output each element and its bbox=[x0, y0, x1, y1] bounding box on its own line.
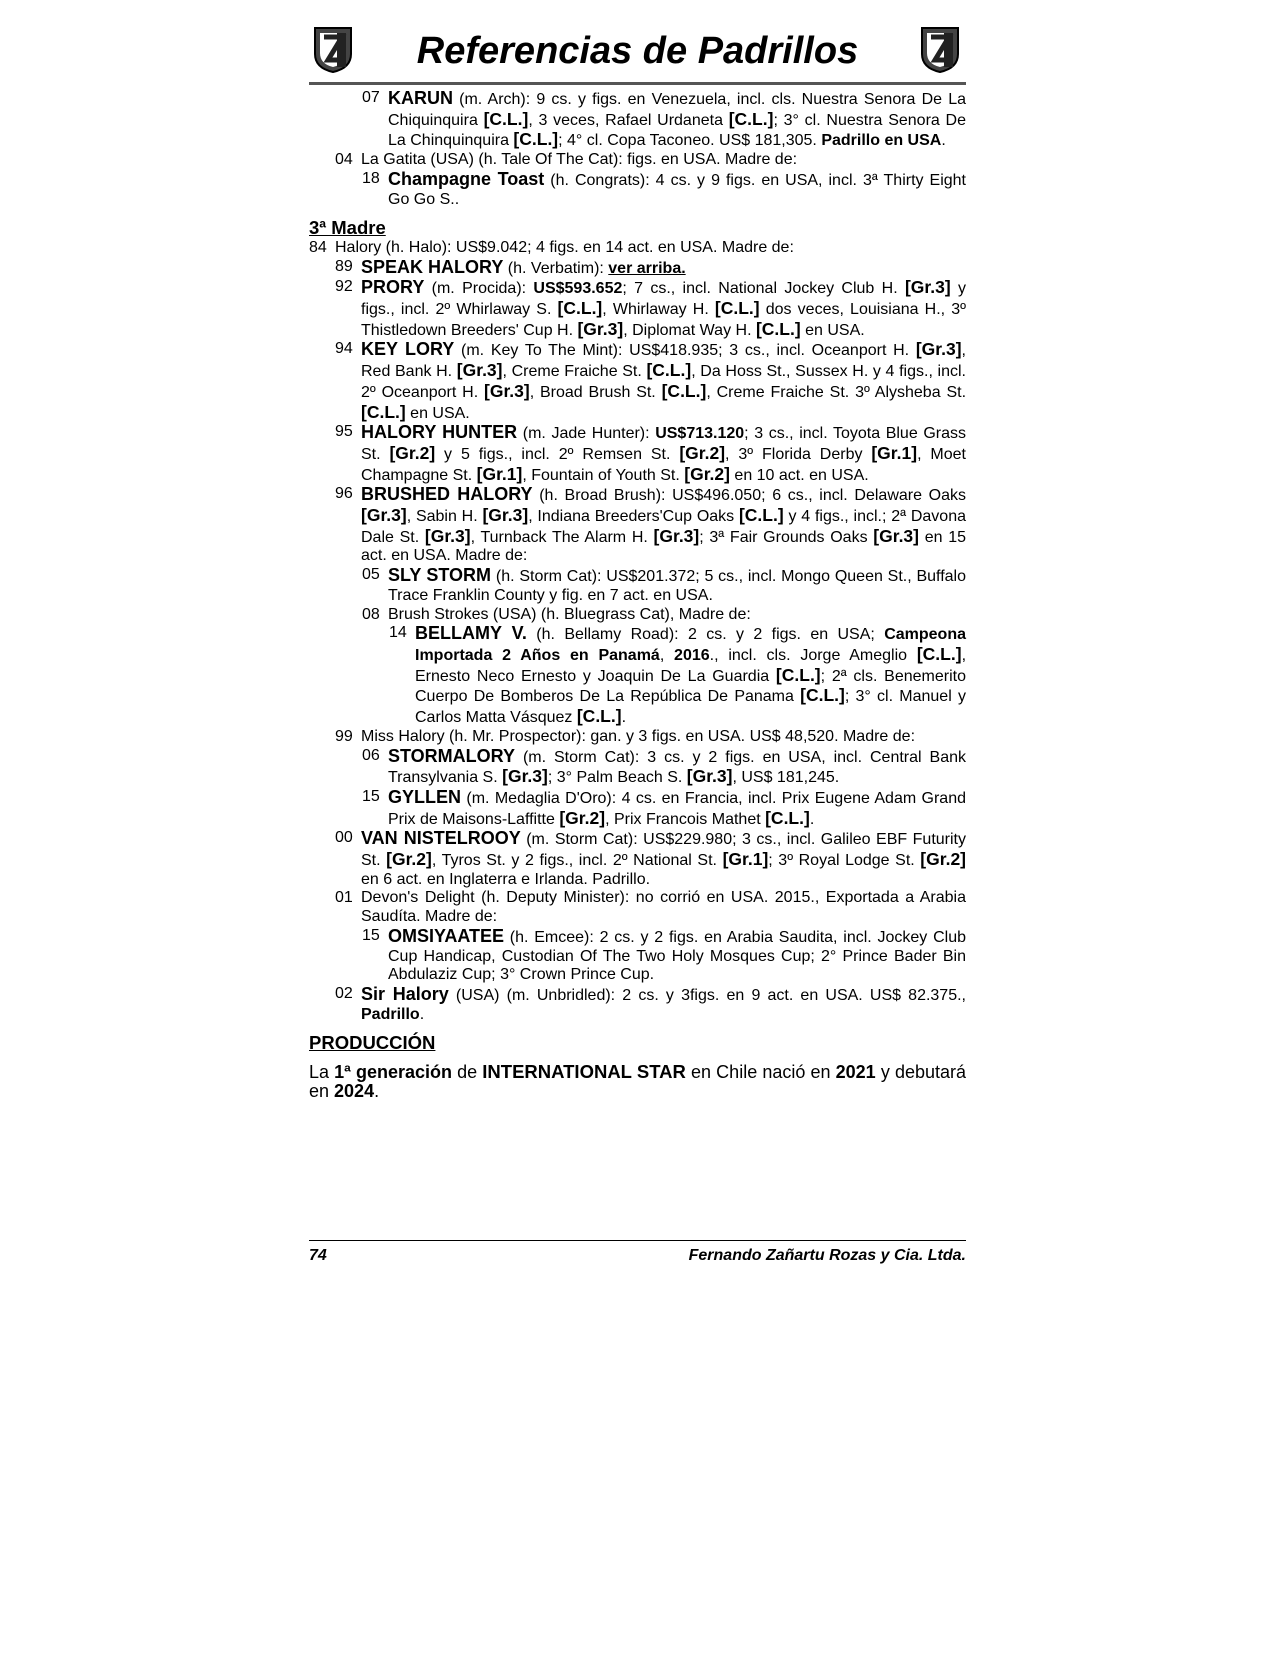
entry-description bbox=[361, 829, 966, 889]
entry-text: , Diplomat Way H. bbox=[623, 321, 756, 339]
entry-text: [Gr.3] bbox=[653, 525, 700, 546]
page-body bbox=[309, 85, 966, 1100]
pedigree-entry bbox=[362, 927, 966, 985]
entry-text: . bbox=[621, 709, 627, 727]
pedigree-list bbox=[309, 89, 966, 209]
entry-text: [C.L.] bbox=[661, 380, 707, 401]
entry-text: , Creme Fraiche St. bbox=[502, 363, 647, 381]
horse-name: OMSIYAATEE bbox=[388, 925, 505, 946]
entry-text: [Gr.1] bbox=[871, 442, 918, 463]
entry-description bbox=[335, 239, 966, 258]
entry-text: (m. Arch): 9 cs. y figs. en Venezuela, incl. cls. Nuestra Senora De La Chiquinquira bbox=[388, 91, 966, 129]
entry-text: [C.L.] bbox=[513, 129, 559, 150]
entry-text: INTERNATIONAL STAR bbox=[482, 1061, 686, 1083]
entry-text: , Sabin H. bbox=[406, 508, 483, 526]
horse-name: VAN NISTELROOY bbox=[361, 828, 521, 849]
horse-name: PRORY bbox=[361, 277, 425, 298]
entry-year: 14 bbox=[389, 624, 407, 642]
entry-text: [C.L.] bbox=[800, 685, 845, 706]
entry-text: ; 7 cs., incl. National Jockey Club H. bbox=[622, 280, 905, 298]
pedigree-entry bbox=[335, 423, 966, 485]
entry-year: 15 bbox=[362, 926, 380, 944]
entry-year: 99 bbox=[335, 727, 353, 745]
entry-text: [C.L.] bbox=[775, 664, 821, 685]
page-footer bbox=[309, 1240, 966, 1265]
entry-year: 00 bbox=[335, 829, 353, 847]
entry-text: [C.L.] bbox=[765, 807, 810, 828]
entry-text: US$593.652 bbox=[533, 280, 623, 298]
entry-text: ., incl. cls. Jorge Ameglio bbox=[709, 646, 917, 664]
entry-text: ; 3° cl. Nuestra Senora De La Chinquinquira bbox=[388, 111, 966, 150]
entry-text: [C.L.] bbox=[483, 108, 529, 129]
entry-text: 2021 bbox=[835, 1062, 876, 1083]
entry-text: , Prix Francois Mathet bbox=[605, 810, 766, 828]
pedigree-entry bbox=[362, 170, 966, 209]
entry-text: , US$ 181,245. bbox=[732, 769, 840, 787]
horse-name: BELLAMY V. bbox=[415, 623, 527, 644]
entry-description bbox=[388, 606, 966, 625]
section-heading: 3ª Madre bbox=[309, 217, 386, 239]
pedigree-entry bbox=[335, 985, 966, 1024]
logo-icon bbox=[918, 24, 964, 74]
entry-text: (h. Emcee): 2 cs. y 2 figs. en Arabia Saudita, incl. Jockey Club Cup Handicap, Custodian Of The Two Holy Mosques Cup; 2° Prince Bader Bin Abdulaziz Cup; 3° Crown Prince Cup. bbox=[388, 928, 966, 984]
entry-text: (m. Storm Cat): 3 cs. y 2 figs. en USA, incl. Central Bank Transylvania S. bbox=[388, 748, 966, 787]
entry-text: Padrillo en USA bbox=[821, 132, 942, 150]
entry-text: Miss Halory (h. Mr. Prospector): gan. y 3 figs. en USA. US$ 48,520. Madre de: bbox=[361, 727, 916, 745]
entry-text: [C.L.] bbox=[576, 706, 622, 727]
entry-description bbox=[361, 258, 966, 279]
entry-text: [C.L.] bbox=[557, 298, 603, 319]
horse-name: BRUSHED HALORY bbox=[361, 484, 533, 505]
entry-description bbox=[361, 423, 966, 485]
pedigree-entry bbox=[362, 566, 966, 605]
entry-text: [Gr.2] bbox=[559, 807, 606, 828]
entry-text: y debutará en bbox=[309, 1062, 967, 1101]
entry-text: , Ernesto Neco Ernesto y Joaquin De La Guardia bbox=[415, 646, 967, 685]
horse-name: Sir Halory bbox=[361, 983, 449, 1004]
entry-description bbox=[415, 624, 966, 728]
entry-text: (m. Key To The Mint): US$418.935; 3 cs., incl. Oceanport H. bbox=[454, 342, 916, 360]
entry-year: 95 bbox=[335, 423, 353, 441]
entry-text: La bbox=[309, 1062, 335, 1083]
horse-name: HALORY HUNTER bbox=[361, 422, 518, 443]
entry-text: [Gr.3] bbox=[904, 277, 951, 298]
entry-text: [Gr.3] bbox=[484, 380, 530, 401]
entry-text: , bbox=[659, 646, 675, 664]
entry-text: 1ª generación bbox=[334, 1062, 452, 1083]
horse-name: GYLLEN bbox=[388, 786, 462, 807]
entry-text: La Gatita (USA) (h. Tale Of The Cat): figs. en USA. Madre de: bbox=[361, 151, 798, 169]
entry-text: en USA. bbox=[405, 404, 470, 422]
entry-text: [C.L.] bbox=[738, 505, 784, 526]
entry-description bbox=[361, 340, 966, 423]
entry-text: (m. Procida): bbox=[424, 280, 534, 298]
entry-text: , Indiana Breeders'Cup Oaks bbox=[528, 508, 739, 526]
entry-text: [Gr.3] bbox=[577, 318, 624, 339]
entry-year: 06 bbox=[362, 746, 380, 764]
horse-name: SPEAK HALORY bbox=[361, 256, 504, 277]
entry-text: en 15 act. en USA. Madre de: bbox=[361, 528, 966, 565]
entry-text: [C.L.] bbox=[646, 360, 692, 381]
entry-year: 05 bbox=[362, 566, 380, 584]
entry-text: [Gr.2] bbox=[679, 442, 726, 463]
entry-text: en USA. bbox=[800, 321, 865, 339]
pedigree-entry bbox=[335, 340, 966, 423]
page-header bbox=[309, 18, 966, 85]
entry-text: [C.L.] bbox=[361, 401, 406, 422]
entry-year: 94 bbox=[335, 340, 353, 358]
entry-text: (h. Bellamy Road): 2 cs. y 2 figs. en USA; bbox=[526, 626, 885, 644]
horse-name: SLY STORM bbox=[388, 565, 492, 586]
entry-text: [Gr.3] bbox=[424, 525, 471, 546]
pedigree-entry bbox=[362, 89, 966, 151]
entry-text: [C.L.] bbox=[728, 108, 774, 129]
entry-text: [C.L.] bbox=[755, 318, 801, 339]
entry-text: , 3º Florida Derby bbox=[725, 445, 872, 463]
entry-text: (h. Congrats): 4 cs. y 9 figs. en USA, incl. 3ª Thirty Eight Go Go S.. bbox=[388, 171, 967, 208]
entry-year: 96 bbox=[335, 485, 353, 503]
entry-description bbox=[361, 278, 966, 340]
entry-text: [Gr.3] bbox=[915, 339, 962, 360]
entry-text: Brush Strokes (USA) (h. Bluegrass Cat), Madre de: bbox=[388, 605, 751, 623]
entry-year: 08 bbox=[362, 605, 380, 623]
entry-text: . bbox=[419, 1005, 425, 1023]
entry-text: , Moet Champagne St. bbox=[361, 445, 966, 484]
horse-name: KARUN bbox=[388, 88, 453, 108]
entry-description bbox=[388, 788, 966, 829]
pedigree-entry bbox=[362, 788, 966, 829]
pedigree-entry bbox=[309, 239, 966, 258]
pedigree-entry bbox=[335, 728, 966, 747]
entry-text: [Gr.1] bbox=[722, 849, 769, 870]
horse-name: KEY LORY bbox=[361, 339, 455, 360]
pedigree-entry bbox=[389, 624, 966, 728]
pedigree-entry bbox=[335, 151, 966, 170]
entry-text: , Creme Fraiche St. 3º Alysheba St. bbox=[706, 383, 967, 401]
entry-text: 2024 bbox=[334, 1080, 375, 1101]
entry-text: [Gr.2] bbox=[386, 849, 432, 870]
page bbox=[309, 18, 966, 1100]
entry-text: [Gr.1] bbox=[476, 463, 523, 484]
horse-name: Champagne Toast bbox=[388, 168, 545, 189]
page-number: 74 bbox=[309, 1247, 327, 1264]
entry-text: ; 2ª cls. Benemerito Cuerpo De Bomberos De La República De Panama bbox=[415, 667, 966, 706]
pedigree-entry bbox=[362, 606, 966, 625]
entry-text: [Gr.3] bbox=[482, 505, 529, 526]
page-title: Referencias de Padrillos bbox=[416, 30, 859, 72]
entry-text: ; 3° cl. Manuel y Carlos Matta Vásquez bbox=[415, 688, 966, 727]
pedigree-entry bbox=[335, 889, 966, 926]
entry-description bbox=[361, 985, 966, 1024]
company-name: Fernando Zañartu Rozas y Cia. Ltda. bbox=[688, 1247, 966, 1264]
entry-text: y 4 figs., incl.; 2ª Davona Dale St. bbox=[361, 508, 966, 546]
entry-text: [Gr.3] bbox=[686, 766, 733, 787]
entry-text: (m. Jade Hunter): bbox=[517, 425, 656, 443]
entry-text: ; 3ª Fair Grounds Oaks bbox=[699, 528, 874, 546]
entry-year: 15 bbox=[362, 787, 380, 805]
production-text bbox=[309, 1063, 966, 1100]
entry-year: 01 bbox=[335, 889, 353, 907]
entry-year: 07 bbox=[362, 89, 380, 106]
pedigree-entry bbox=[362, 747, 966, 788]
entry-year: 92 bbox=[335, 278, 353, 296]
entry-text: (USA) (m. Unbridled): 2 cs. y 3figs. en 9 act. en USA. US$ 82.375., bbox=[448, 986, 966, 1004]
entry-text: ; 3 cs., incl. Toyota Blue Grass St. bbox=[361, 425, 967, 463]
entry-text: . bbox=[941, 132, 946, 150]
entry-text: 2016 bbox=[674, 646, 710, 664]
entry-text: , Da Hoss St., Sussex H. y 4 figs., incl. 2º Oceanport H. bbox=[361, 363, 967, 401]
entry-text: . bbox=[374, 1080, 380, 1101]
entry-text: , 3 veces, Rafael Urdaneta bbox=[528, 111, 729, 129]
production-heading: PRODUCCIÓN bbox=[309, 1032, 436, 1054]
entry-year: 18 bbox=[362, 169, 380, 187]
entry-text: Devon's Delight (h. Deputy Minister): no corrió en USA. 2015., Exportada a Arabia Saudíta. Madre de: bbox=[361, 889, 966, 926]
entry-text: en 6 act. en Inglaterra e Irlanda. Padrillo. bbox=[361, 870, 651, 888]
entry-text: , Whirlaway H. bbox=[602, 301, 715, 319]
entry-text: ; 4° cl. Copa Taconeo. US$ 181,305. bbox=[558, 132, 822, 150]
pedigree-list bbox=[309, 239, 966, 1024]
entry-text: , Fountain of Youth St. bbox=[522, 466, 685, 484]
pedigree-entry bbox=[335, 485, 966, 566]
entry-text: ver arriba. bbox=[608, 259, 686, 277]
entry-description bbox=[388, 927, 966, 985]
entry-description bbox=[361, 728, 966, 747]
entry-text: ; 3° Palm Beach S. bbox=[547, 769, 687, 787]
entry-text: (h. Verbatim): bbox=[503, 259, 609, 277]
entry-text: US$713.120 bbox=[655, 425, 745, 443]
pedigree-entry bbox=[335, 258, 966, 279]
entry-text: (h. Broad Brush): US$496.050; 6 cs., incl. Delaware Oaks bbox=[532, 487, 966, 505]
entry-text: [Gr.3] bbox=[456, 360, 503, 381]
entry-description bbox=[388, 747, 966, 788]
entry-text: dos veces, Louisiana H., 3º Thistledown Breeders' Cup H. bbox=[361, 301, 967, 339]
entry-text: de bbox=[452, 1062, 483, 1083]
entry-description bbox=[361, 151, 966, 170]
entry-text: (h. Storm Cat): US$201.372; 5 cs., incl. Mongo Queen St., Buffalo Trace Franklin County y fig. en 7 act. en USA. bbox=[388, 568, 966, 604]
entry-text: [C.L.] bbox=[714, 298, 760, 319]
entry-text: y 5 figs., incl. 2º Remsen St. bbox=[435, 445, 680, 463]
entry-text: en 10 act. en USA. bbox=[729, 466, 869, 484]
entry-text: , Turnback The Alarm H. bbox=[470, 528, 654, 546]
horse-name: STORMALORY bbox=[388, 745, 516, 766]
entry-text: [Gr.3] bbox=[873, 525, 919, 546]
entry-text: en Chile nació en bbox=[685, 1062, 836, 1083]
entry-text: . bbox=[809, 810, 815, 828]
entry-text: [C.L.] bbox=[916, 643, 962, 664]
entry-text: Campeona Importada 2 Años en Panamá bbox=[415, 626, 966, 664]
entry-text: Padrillo bbox=[361, 1005, 420, 1023]
entry-text: (m. Medaglia D'Oro): 4 cs. en Francia, incl. Prix Eugene Adam Grand Prix de Maisons-Laffitte bbox=[388, 789, 966, 828]
entry-text: y figs., incl. 2º Whirlaway S. bbox=[361, 280, 966, 319]
entry-text: , Tyros St. y 2 figs., incl. 2º National St. bbox=[431, 852, 723, 870]
entry-text: [Gr.3] bbox=[502, 766, 548, 787]
entry-text: , Red Bank H. bbox=[361, 342, 966, 381]
entry-text: , Broad Brush St. bbox=[529, 383, 662, 401]
entry-year: 02 bbox=[335, 984, 353, 1002]
entry-description bbox=[388, 566, 966, 605]
entry-year: 04 bbox=[335, 151, 353, 169]
entry-year: 89 bbox=[335, 257, 353, 275]
entry-description bbox=[361, 889, 966, 926]
pedigree-entry bbox=[335, 829, 966, 889]
entry-text: [Gr.2] bbox=[389, 442, 436, 463]
entry-text: [Gr.2] bbox=[920, 849, 967, 870]
entry-description bbox=[361, 485, 966, 566]
entry-description bbox=[388, 89, 966, 151]
entry-text: [Gr.3] bbox=[361, 505, 407, 526]
entry-year: 84 bbox=[309, 238, 327, 256]
entry-text: Halory (h. Halo): US$9.042; 4 figs. en 14 act. en USA. Madre de: bbox=[335, 238, 794, 256]
entry-text: ; 3º Royal Lodge St. bbox=[768, 852, 921, 870]
entry-text: [Gr.2] bbox=[684, 463, 730, 484]
entry-text: (m. Storm Cat): US$229.980; 3 cs., incl. Galileo EBF Futurity St. bbox=[361, 831, 967, 870]
pedigree-entry bbox=[335, 278, 966, 340]
entry-description bbox=[388, 170, 966, 209]
